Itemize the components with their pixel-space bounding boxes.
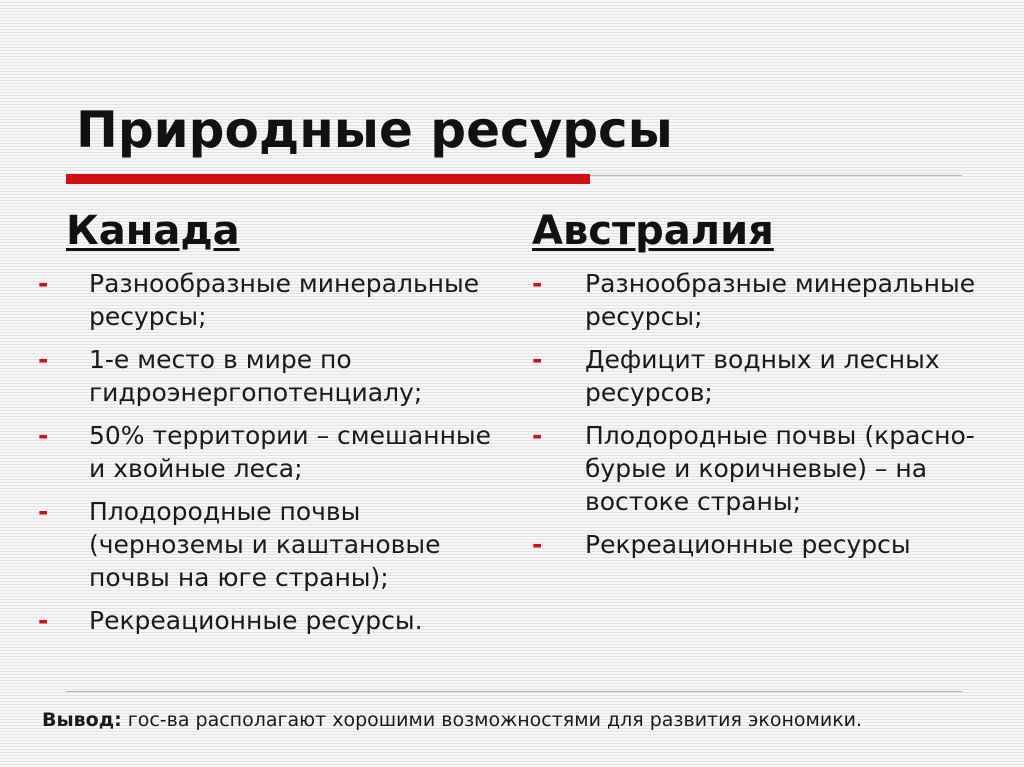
title-accent-bar <box>66 174 590 184</box>
bullet-dash: - <box>38 606 49 635</box>
list-item <box>34 419 504 485</box>
bullet-dash: - <box>38 497 49 526</box>
bullet-dash: - <box>38 269 49 298</box>
list-item-text: Дефицит водных и лесных ресурсов; <box>585 345 940 407</box>
list-item-text: 1-е место в мире по гидроэнергопотенциалу; <box>89 345 423 407</box>
list-item <box>34 604 504 637</box>
column-canada <box>34 205 504 647</box>
list-item-text: Рекреационные ресурсы. <box>89 606 423 635</box>
list-item <box>34 343 504 409</box>
slide-title: Природные ресурсы <box>76 101 673 159</box>
column-heading-canada: Канада <box>66 208 240 254</box>
canada-resource-list <box>34 267 504 637</box>
bullet-dash: - <box>532 530 543 559</box>
conclusion <box>42 707 1017 733</box>
conclusion-divider-line <box>66 691 962 692</box>
list-item <box>530 343 1000 409</box>
list-item-text: Рекреационные ресурсы <box>585 530 911 559</box>
column-australia <box>530 205 1000 571</box>
column-heading-australia: Австралия <box>532 208 774 254</box>
list-item-text: Плодородные почвы (красно-бурые и коричневые) – на востоке страны; <box>585 421 975 516</box>
list-item-text: 50% территории – смешанные и хвойные леса; <box>89 421 492 483</box>
list-item <box>530 419 1000 518</box>
bullet-dash: - <box>38 345 49 374</box>
conclusion-label: Вывод: <box>42 709 122 731</box>
bullet-dash: - <box>532 269 543 298</box>
bullet-dash: - <box>532 345 543 374</box>
list-item-text: Разнообразные минеральные ресурсы; <box>585 269 976 331</box>
list-item-text: Разнообразные минеральные ресурсы; <box>89 269 480 331</box>
bullet-dash: - <box>38 421 49 450</box>
bullet-dash: - <box>532 421 543 450</box>
title-divider-line <box>590 175 962 176</box>
list-item <box>34 267 504 333</box>
list-item <box>530 528 1000 561</box>
australia-resource-list <box>530 267 1000 561</box>
list-item <box>530 267 1000 333</box>
conclusion-text: гос-ва располагают хорошими возможностями для развития экономики. <box>127 709 863 731</box>
list-item <box>34 495 504 594</box>
list-item-text: Плодородные почвы (черноземы и каштановые почвы на юге страны); <box>89 497 441 592</box>
